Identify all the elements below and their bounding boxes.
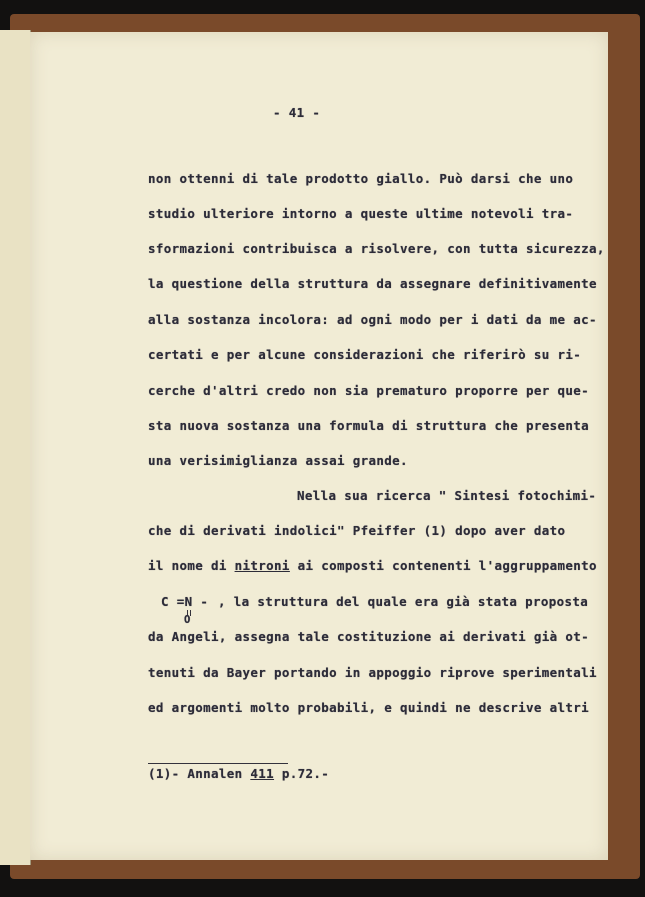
line12-part-c: ai composti contenenti l'aggruppamento — [289, 558, 597, 573]
body-line-9: una verisimiglianza assai grande. — [148, 453, 408, 468]
body-line-8: sta nuova sostanza una formula di struttura che presenta — [148, 418, 590, 433]
body-line-4: la questione della struttura da assegnare definitivamente — [148, 276, 597, 291]
body-line-5: alla sostanza incolora: ad ogni modo per i dati da me ac- — [148, 312, 597, 327]
body-line-11: che di derivati indolici" Pfeiffer (1) dopo aver dato — [148, 523, 566, 538]
left-page-edge — [0, 30, 31, 865]
body-line-13: , la struttura del quale era già stata proposta — [218, 594, 589, 609]
footnote-separator — [148, 763, 288, 764]
body-line-1: non ottenni di tale prodotto giallo. Può darsi che uno — [148, 171, 574, 186]
body-line-14: da Angeli, assegna tale costituzione ai derivati già ot- — [148, 629, 590, 644]
typewritten-page — [30, 32, 608, 860]
body-line-15: tenuti da Bayer portando in appoggio riprove sperimentali — [148, 665, 597, 680]
footnote-suffix: p.72.- — [274, 766, 330, 781]
formula-oxygen: O — [184, 614, 191, 626]
body-line-6: certati e per alcune considerazioni che riferirò su ri- — [148, 347, 582, 362]
body-line-7: cerche d'altri credo non sia prematuro proporre per que- — [148, 383, 590, 398]
footnote-prefix: (1)- Annalen — [148, 766, 251, 781]
footnote-volume: 411 — [250, 766, 275, 781]
page-number: - 41 - — [273, 105, 321, 120]
body-line-2: studio ulteriore intorno a queste ultime notevoli tra- — [148, 206, 574, 221]
body-line-16: ed argomenti molto probabili, e quindi ne descrive altri — [148, 700, 590, 715]
nitroni-term: nitroni — [234, 558, 290, 573]
formula-top: C =N - — [161, 594, 209, 609]
line12-part-a: il nome di — [148, 558, 235, 573]
body-line-3: sformazioni contribuisca a risolvere, con tutta sicurezza, — [148, 241, 605, 256]
body-line-10: Nella sua ricerca " Sintesi fotochimi- — [297, 488, 597, 503]
body-line-12 — [148, 558, 597, 573]
footnote — [148, 766, 329, 781]
